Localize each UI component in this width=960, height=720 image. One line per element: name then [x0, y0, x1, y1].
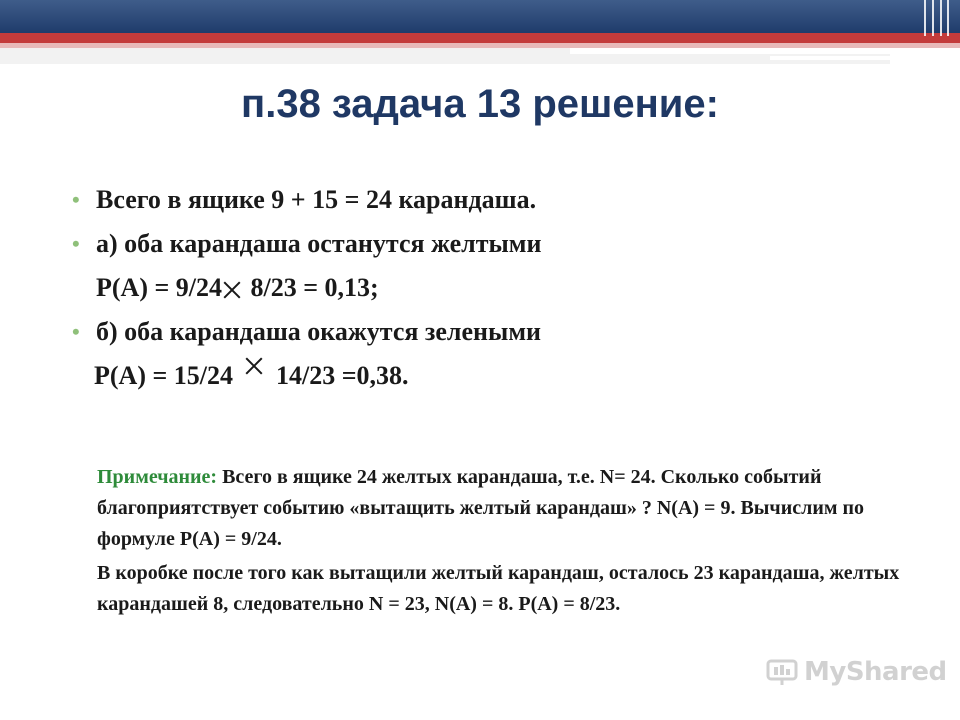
bullet-item-b	[72, 314, 912, 358]
bullet-text: б) оба карандаша окажутся зелеными	[96, 317, 542, 346]
bullet-text: Всего в ящике 9 + 15 = 24 карандаша.	[96, 185, 537, 214]
bullet-dot-icon: •	[72, 187, 80, 212]
formula-a-right: 8/23 = 0,13;	[244, 273, 379, 302]
header-red-band	[0, 33, 960, 43]
slide-title: п.38 задача 13 решение:	[241, 82, 719, 126]
bullet-dot-icon: •	[72, 231, 80, 256]
formula-b-right: 14/23 =0,38.	[269, 361, 409, 390]
multiply-icon	[244, 355, 266, 377]
note-paragraph-1	[97, 462, 917, 555]
watermark-logo	[766, 655, 946, 695]
header-white-stripe-small	[770, 56, 960, 60]
slide-header-bar	[0, 0, 960, 64]
bullet-list	[72, 182, 912, 402]
formula-b-left: Р(А) = 15/24	[94, 361, 240, 390]
multiply-icon	[222, 279, 244, 301]
formula-a-left: Р(А) = 9/24	[96, 273, 223, 302]
bullet-dot-icon: •	[72, 319, 80, 344]
presentation-board-icon	[766, 659, 798, 687]
bullet-text: а) оба карандаша останутся желтыми	[96, 229, 542, 258]
formula-b	[72, 358, 912, 402]
header-blue-band	[0, 0, 960, 33]
bullet-item-a	[72, 226, 912, 270]
note-block	[97, 462, 917, 620]
formula-a	[72, 270, 912, 314]
note-label: Примечание:	[97, 466, 218, 488]
header-vertical-lines	[922, 0, 950, 36]
formula-a-text	[96, 270, 379, 306]
formula-b-text	[94, 358, 409, 394]
bullet-item-total	[72, 182, 912, 226]
header-white-stripe	[570, 48, 890, 54]
note-paragraph-2: В коробке после того как вытащили желтый карандаш, осталось 23 карандаша, желтых карандашей 8, следовательно N = 23, N(А) = 8. Р(А) = 8/23.	[97, 562, 900, 615]
watermark-text: MyShared	[804, 657, 947, 687]
note-text: Всего в ящике 24 желтых карандаша, т.е. N= 24. Сколько событий благоприятствует событию «вытащить желтый карандаш» ? N(А) = 9. Вычислим по формуле Р(А) = 9/24.	[97, 466, 864, 550]
